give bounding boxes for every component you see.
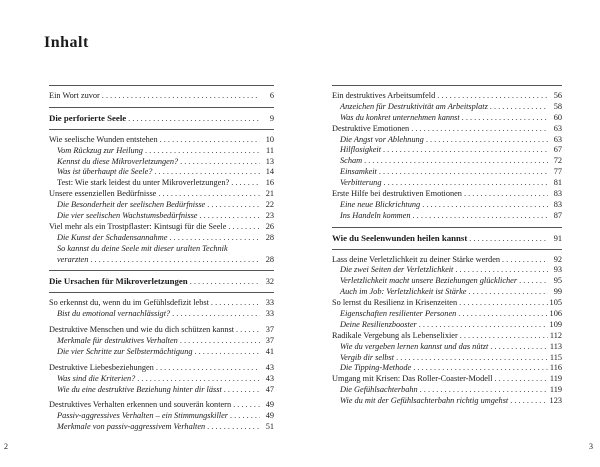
toc-entry[interactable] [49,222,274,233]
leader-dots [460,331,548,342]
leader-dots [145,146,260,157]
page-number-right: 3 [589,442,593,451]
toc-entry[interactable] [49,422,274,433]
leader-dots [172,309,260,320]
toc-entry-title: Vom Rückzug zur Heilung [57,145,143,155]
toc-entry-title: Die Tipping-Methode [340,363,412,373]
toc-page-number: 93 [553,265,562,275]
toc-page-number: 77 [553,167,562,177]
leader-dots [128,114,260,124]
toc-page-number: 14 [265,167,274,177]
toc-entry[interactable] [49,298,274,309]
leader-dots [379,167,548,178]
toc-entry[interactable] [332,363,562,374]
toc-entry-title: Was du konkret unternehmen kannst [340,112,460,122]
toc-entry[interactable] [332,91,562,102]
leader-dots [228,222,260,233]
toc-entry-title: Verbitterung [340,178,382,188]
toc-page-number: 10 [265,134,274,144]
leader-dots [102,91,260,102]
toc-entry-title: Merkmale von passiv-aggressivem Verhalten [57,422,206,432]
toc-page-number: 33 [265,298,274,308]
leader-dots [211,298,260,309]
toc-entry[interactable] [332,276,562,287]
toc-page-number: 11 [266,145,274,155]
toc-page-number: 106 [549,309,562,319]
toc-entry-title: Eine neue Blickrichtung [340,199,421,209]
toc-page-number: 67 [553,145,562,155]
toc-entry[interactable] [332,353,562,364]
section-divider [49,107,274,108]
leader-dots [199,211,260,222]
toc-page-number: 23 [265,211,274,221]
leader-dots [420,385,548,396]
leader-dots [195,347,261,358]
toc-entry-title: Was sind die Kriterien? [57,373,136,383]
toc-entry-title: Erste Hilfe bei destruktiven Emotionen [332,189,462,199]
toc-entry-title: Vergib dir selbst [340,352,395,362]
toc-entry-title: Passiv-aggressives Verhalten – ein Stimmungskiller [57,411,228,421]
toc-entry-title: So kannst du deine Seele mit dieser uralten Technik [57,243,228,253]
leader-dots [413,211,548,222]
toc-entry[interactable] [49,244,274,255]
toc-page-number: 119 [549,374,562,384]
leader-dots [383,145,548,156]
toc-chapter[interactable] [332,233,562,244]
leader-dots [156,363,260,374]
leader-dots [383,178,548,189]
leader-dots [231,178,260,189]
leader-dots [207,200,260,211]
toc-entry[interactable] [49,325,274,336]
toc-entry-title: Lass deine Verletzlichkeit zu deiner Stärke werden [332,254,501,264]
toc-entry-title: Wie seelische Wunden entstehen [49,134,158,144]
leader-dots [190,277,260,287]
leader-dots [510,396,547,407]
toc-entry[interactable] [332,167,562,178]
leader-dots [469,234,548,244]
toc-entry[interactable] [49,411,274,422]
toc-entry-title: Die zwei Seiten der Verletzlichkeit [340,265,454,275]
toc-entry-title: Ein Wort zuvor [49,91,100,100]
toc-entry[interactable] [332,298,562,309]
toc-entry[interactable] [332,320,562,331]
toc-page-number: 123 [549,396,562,406]
leader-dots [230,411,260,422]
toc-page-number: 81 [553,178,562,188]
toc-entry[interactable] [49,385,274,396]
toc-page-number: 21 [265,189,274,199]
toc-entry[interactable] [332,211,562,222]
toc-page-number: 72 [553,156,562,166]
toc-page-number: 87 [553,210,562,220]
leader-dots [160,135,260,146]
toc-entry-title: Die vier Schritte zur Selbstermächtigung [57,346,193,356]
toc-entry[interactable] [332,145,562,156]
toc-page-number: 43 [265,362,274,372]
toc-entry-title: Bist du emotional vernachlässigt? [57,309,171,319]
toc-entry[interactable] [49,309,274,320]
toc-entry[interactable] [332,189,562,200]
toc-column-right [332,80,562,407]
section-divider [332,249,562,250]
toc-entry[interactable] [332,135,562,146]
leader-dots [413,363,548,374]
toc-page-number: 6 [269,91,274,100]
toc-entry[interactable] [49,363,274,374]
toc-page-number: 56 [553,91,562,100]
toc-entry-title: Scham [340,156,363,166]
leader-dots [464,189,548,200]
leader-dots [502,255,548,266]
toc-page-number: 95 [553,276,562,286]
toc-entry[interactable] [49,146,274,157]
page-title: Inhalt [44,34,89,51]
toc-entry-title: So erkennst du, wenn du im Gefühlsdefizit lebst [49,298,209,308]
toc-entry-title: Kennst du diese Mikroverletzungen? [57,156,179,166]
toc-entry-title: Die perforierte Seele [49,112,127,123]
leader-dots [419,320,548,331]
leader-dots [411,124,548,135]
toc-entry-title: Eigenschaften resilienter Personen [340,309,457,319]
toc-page-number: 63 [553,123,562,133]
toc-page-number: 109 [549,319,562,329]
toc-entry[interactable] [332,374,562,385]
toc-entry[interactable] [332,396,562,407]
toc-entry[interactable] [49,189,274,200]
toc-entry-title: Die vier seelischen Wachstumsbedürfnisse [57,211,198,221]
toc-entry-title: Wie du eine destruktive Beziehung hinter dir lässt [57,384,222,394]
toc-entry-title: Die Gefühlsachterbahn [340,385,418,395]
toc-entry[interactable] [332,200,562,211]
leader-dots [137,374,260,385]
toc-entry-title: Ins Handeln kommen [340,210,411,220]
toc-entry-title: Merkmale für destruktives Verhalten [57,336,178,346]
toc-page-number: 83 [553,199,562,209]
toc-page-number: 115 [549,352,562,362]
toc-entry[interactable] [49,255,274,266]
leader-dots [495,374,548,385]
toc-page-number: 41 [265,346,274,356]
toc-entry-title: Destruktive Menschen und wie du dich schützen kannst [49,325,235,335]
toc-page-number: 99 [553,287,562,297]
toc-entry-title: Auch im Job: Verletzlichkeit ist Stärke [340,287,467,297]
toc-entry[interactable] [49,347,274,358]
toc-entry-title: Die Angst vor Ablehnung [340,134,424,144]
leader-dots [490,102,548,113]
toc-page-number: 119 [549,385,562,395]
toc-chapter[interactable] [49,276,274,287]
toc-entry[interactable] [49,233,274,244]
toc-entry[interactable] [49,211,274,222]
section-divider [332,85,562,86]
toc-entry[interactable] [332,309,562,320]
toc-entry[interactable] [49,135,274,146]
leader-dots [233,400,260,411]
toc-entry[interactable] [49,200,274,211]
toc-page-number: 105 [549,298,562,308]
leader-dots [180,336,260,347]
toc-entry[interactable] [49,400,274,411]
section-divider [49,129,274,130]
toc-entry-title: Destruktive Liebesbeziehungen [49,362,154,372]
toc-entry-title: Destruktives Verhalten erkennen und souverän kontern [49,400,232,410]
leader-dots [154,167,260,178]
leader-dots [364,156,548,167]
leader-dots [469,287,549,298]
leader-dots [396,353,548,364]
toc-entry-title: Wie du vergeben lernen kannst und das nützt [340,341,489,351]
toc-page-number: 63 [553,134,562,144]
toc-entry[interactable] [49,336,274,347]
toc-page-number: 22 [265,200,274,210]
toc-entry-title: verarzten [57,254,89,264]
toc-entry-title: Was ist überhaupt die Seele? [57,167,153,177]
toc-entry[interactable] [332,287,562,298]
toc-page-number: 43 [265,373,274,383]
toc-entry[interactable] [332,331,562,342]
toc-entry[interactable] [332,102,562,113]
leader-dots [458,309,547,320]
toc-page-number: 47 [265,384,274,394]
toc-chapter[interactable] [49,113,274,124]
toc-entry[interactable] [332,156,562,167]
toc-entry[interactable] [332,113,562,124]
toc-entry[interactable] [332,255,562,266]
leader-dots [180,157,260,168]
toc-entry-title: Radikale Vergebung als Lebenselixier [332,330,458,340]
toc-page-number: 91 [553,233,562,243]
toc-entry-title: Die Ursachen für Mikroverletzungen [49,276,188,287]
toc-page-number: 37 [265,336,274,346]
leader-dots [426,135,548,146]
toc-entry[interactable] [332,342,562,353]
toc-page-number: 32 [265,277,274,287]
leader-dots [158,189,260,200]
toc-entry-title: Die Kunst der Schadensannahme [57,232,168,242]
toc-page-number: 49 [265,400,274,410]
leader-dots [455,265,548,276]
toc-page-number: 58 [553,101,562,111]
toc-entry-title: Destruktive Emotionen [332,123,410,133]
toc-page-number: 33 [265,309,274,319]
toc-page-number: 60 [553,112,562,122]
toc-page-number: 112 [549,330,562,340]
toc-page-number: 51 [265,422,274,432]
toc-page-number: 16 [265,178,274,188]
toc-entry[interactable] [332,124,562,135]
toc-entry-title: Hilflosigkeit [340,145,382,155]
section-divider [49,270,274,271]
toc-column-left [49,80,274,433]
leader-dots [462,113,548,124]
toc-entry[interactable] [49,157,274,168]
leader-dots [519,276,548,287]
leader-dots [224,385,260,396]
toc-entry-title: Anzeichen für Destruktivität am Arbeitsplatz [340,101,488,111]
toc-entry-title: Einsamkeit [340,167,377,177]
leader-dots [422,200,548,211]
toc-entry[interactable] [49,167,274,178]
leader-dots [490,342,548,353]
toc-entry[interactable] [332,265,562,276]
toc-page-number: 13 [265,156,274,166]
toc-entry[interactable] [49,374,274,385]
toc-entry-title: Ein destruktives Arbeitsumfeld [332,91,436,100]
toc-entry-title: Wie du Seelenwunden heilen kannst [332,232,468,243]
toc-page-number: 113 [549,341,562,351]
section-divider [332,227,562,228]
toc-page-number: 37 [265,325,274,335]
toc-entry[interactable] [332,385,562,396]
toc-entry[interactable] [332,178,562,189]
toc-entry-title: Verletzlichkeit macht unsere Beziehungen glücklicher [340,276,518,286]
toc-entry-title: Wie du mit der Gefühlsachterbahn richtig umgehst [340,396,509,406]
toc-entry-title: Test: Wie stark leidest du unter Mikroverletzungen? [57,178,230,188]
section-divider [49,292,274,293]
toc-entry-title: Umgang mit Krisen: Das Roller-Coaster-Modell [332,374,493,384]
toc-entry-title: Viel mehr als ein Trostpflaster: Kintsugi für die Seele [49,221,227,231]
toc-page-number: 49 [265,411,274,421]
leader-dots [169,233,260,244]
page-number-left: 2 [4,442,8,451]
leader-dots [90,255,260,266]
toc-entry-title: So lernst du Resilienz in Krisenzeiten [332,298,458,308]
toc-page-number: 9 [269,113,274,123]
toc-page-number: 26 [265,221,274,231]
toc-entry[interactable] [49,91,274,102]
leader-dots [236,325,260,336]
toc-page-number: 92 [553,254,562,264]
leader-dots [207,422,260,433]
toc-page-number: 83 [553,189,562,199]
toc-page-number: 28 [265,232,274,242]
section-divider [49,85,274,86]
toc-entry-title: Deine Resilienzbooster [340,319,417,329]
leader-dots [437,91,548,102]
toc-page-number: 116 [549,363,562,373]
toc-page-number: 28 [265,254,274,264]
toc-entry-title: Die Besonderheit der seelischen Bedürfnisse [57,200,206,210]
toc-entry-title: Unsere essenziellen Bedürfnisse [49,189,157,199]
toc-entry[interactable] [49,178,274,189]
leader-dots [459,298,547,309]
